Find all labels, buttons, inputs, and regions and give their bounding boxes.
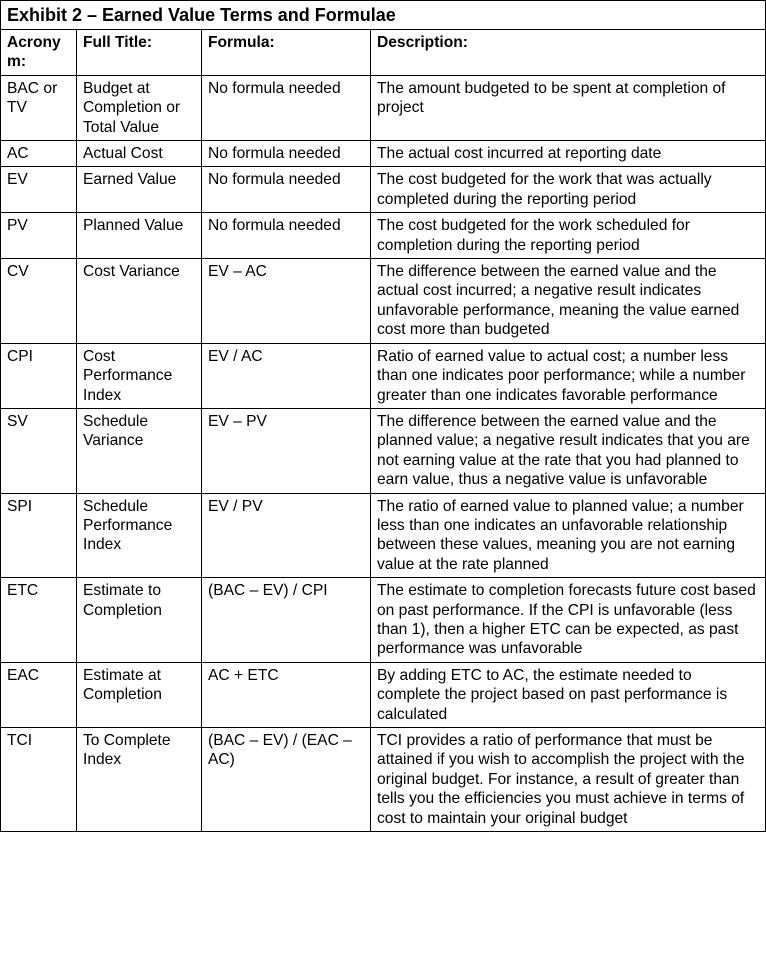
formula-cell: No formula needed	[202, 213, 371, 259]
formula-cell: No formula needed	[202, 75, 371, 140]
description-cell: The ratio of earned value to planned value; a number less than one indicates an unfavorable relationship between these values, meaning you are not earning value at the rate planned	[371, 493, 766, 578]
formula-cell: (BAC – EV) / CPI	[202, 578, 371, 663]
header-formula: Formula:	[202, 30, 371, 76]
table-row	[1, 213, 766, 259]
full-title-cell: Estimate at Completion	[77, 662, 202, 727]
full-title-cell: To Complete Index	[77, 728, 202, 832]
table-row	[1, 141, 766, 167]
full-title-cell: Actual Cost	[77, 141, 202, 167]
acronym-cell: AC	[1, 141, 77, 167]
description-cell: The cost budgeted for the work scheduled for completion during the reporting period	[371, 213, 766, 259]
acronym-cell: TCI	[1, 728, 77, 832]
full-title-cell: Estimate to Completion	[77, 578, 202, 663]
header-acronym: Acronym:	[1, 30, 77, 76]
formula-cell: No formula needed	[202, 141, 371, 167]
formula-cell: EV – PV	[202, 408, 371, 493]
acronym-cell: SV	[1, 408, 77, 493]
description-cell: The cost budgeted for the work that was actually completed during the reporting period	[371, 167, 766, 213]
formula-cell: (BAC – EV) / (EAC – AC)	[202, 728, 371, 832]
full-title-cell: Planned Value	[77, 213, 202, 259]
description-cell: The difference between the earned value and the actual cost incurred; a negative result indicates unfavorable performance, meaning the value earned cost more than budgeted	[371, 259, 766, 344]
table-title-row	[1, 1, 766, 30]
table-row	[1, 408, 766, 493]
acronym-cell: EAC	[1, 662, 77, 727]
table-row	[1, 259, 766, 344]
description-cell: The actual cost incurred at reporting date	[371, 141, 766, 167]
table-row	[1, 728, 766, 832]
header-description: Description:	[371, 30, 766, 76]
full-title-cell: Cost Performance Index	[77, 343, 202, 408]
header-full-title: Full Title:	[77, 30, 202, 76]
formula-cell: EV / PV	[202, 493, 371, 578]
description-cell: Ratio of earned value to actual cost; a number less than one indicates poor performance; while a number greater than one indicates favorable performance	[371, 343, 766, 408]
acronym-cell: BAC or TV	[1, 75, 77, 140]
table-row	[1, 167, 766, 213]
formula-cell: AC + ETC	[202, 662, 371, 727]
table-header-row	[1, 30, 766, 76]
table-row	[1, 662, 766, 727]
acronym-cell: CPI	[1, 343, 77, 408]
acronym-cell: SPI	[1, 493, 77, 578]
full-title-cell: Schedule Variance	[77, 408, 202, 493]
table-row	[1, 75, 766, 140]
formula-cell: No formula needed	[202, 167, 371, 213]
table-row	[1, 578, 766, 663]
table-title: Exhibit 2 – Earned Value Terms and Formulae	[1, 1, 766, 30]
formula-cell: EV / AC	[202, 343, 371, 408]
acronym-cell: PV	[1, 213, 77, 259]
description-cell: By adding ETC to AC, the estimate needed to complete the project based on past performance is calculated	[371, 662, 766, 727]
formula-cell: EV – AC	[202, 259, 371, 344]
full-title-cell: Cost Variance	[77, 259, 202, 344]
table-row	[1, 493, 766, 578]
description-cell: The estimate to completion forecasts future cost based on past performance. If the CPI is unfavorable (less than 1), then a higher ETC can be expected, as past performance was unfavorable	[371, 578, 766, 663]
description-cell: TCI provides a ratio of performance that must be attained if you wish to accomplish the project with the original budget. For instance, a result of greater than tells you the efficiencies you must achieve in terms of cost to maintain your original budget	[371, 728, 766, 832]
acronym-cell: ETC	[1, 578, 77, 663]
description-cell: The difference between the earned value and the planned value; a negative result indicates that you are not earning value at the rate that you had planned to earn value, thus a negative value is unfavorable	[371, 408, 766, 493]
table-row	[1, 343, 766, 408]
description-cell: The amount budgeted to be spent at completion of project	[371, 75, 766, 140]
acronym-cell: EV	[1, 167, 77, 213]
full-title-cell: Budget at Completion or Total Value	[77, 75, 202, 140]
acronym-cell: CV	[1, 259, 77, 344]
full-title-cell: Schedule Performance Index	[77, 493, 202, 578]
full-title-cell: Earned Value	[77, 167, 202, 213]
